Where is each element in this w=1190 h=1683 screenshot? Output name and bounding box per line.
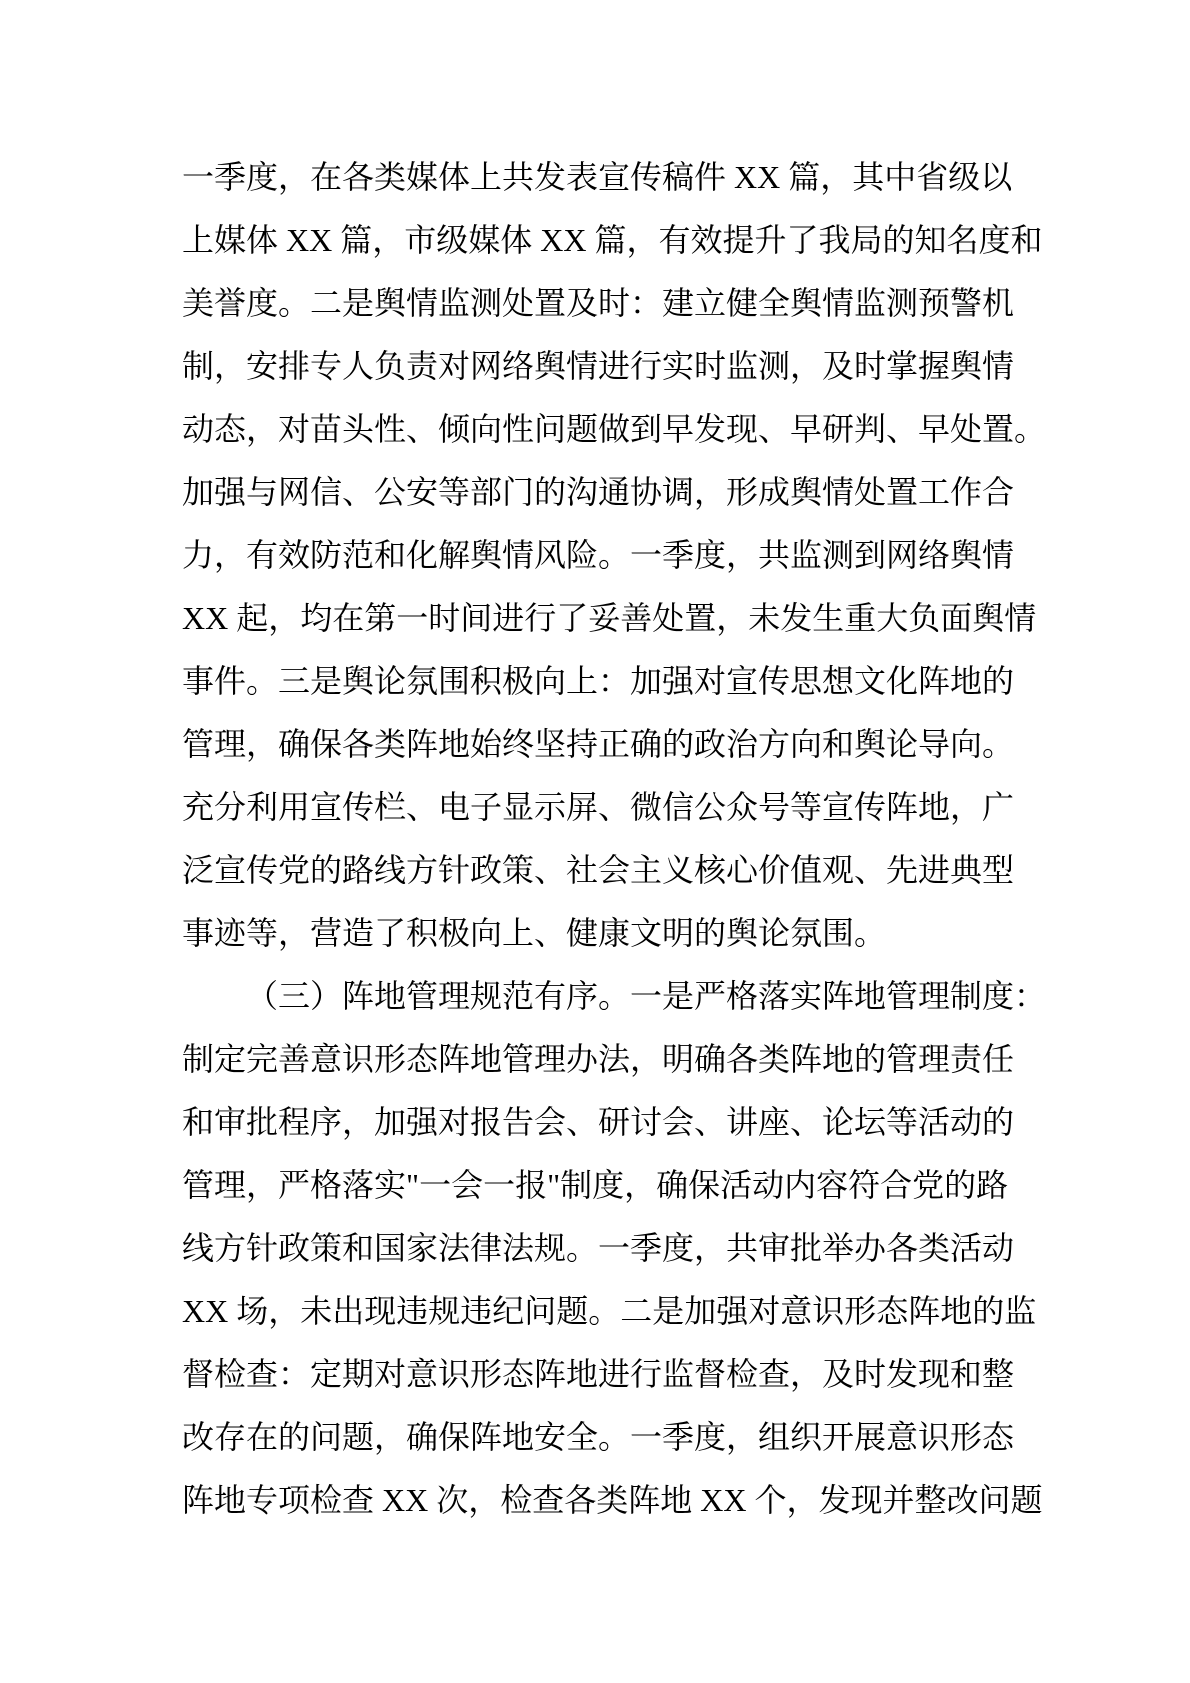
text-line: 事迹等，营造了积极向上、健康文明的舆论氛围。 — [182, 915, 887, 951]
text-line: 制定完善意识形态阵地管理办法，明确各类阵地的管理责任 — [182, 1041, 1015, 1077]
text-line: 管理，确保各类阵地始终坚持正确的政治方向和舆论导向。 — [182, 726, 1015, 762]
text-line: 改存在的问题，确保阵地安全。一季度，组织开展意识形态 — [182, 1419, 1015, 1455]
text-line: 泛宣传党的路线方针政策、社会主义核心价值观、先进典型 — [182, 852, 1015, 888]
document-body — [182, 146, 1047, 1532]
text-line: 充分利用宣传栏、电子显示屏、微信公众号等宣传阵地，广 — [182, 789, 1015, 825]
text-line: 动态，对苗头性、倾向性问题做到早发现、早研判、早处置。 — [182, 411, 1047, 447]
text-line: 一季度，在各类媒体上共发表宣传稿件 XX 篇，其中省级以 — [182, 159, 1013, 195]
text-line: 督检查：定期对意识形态阵地进行监督检查，及时发现和整 — [182, 1356, 1015, 1392]
text-line: 上媒体 XX 篇，市级媒体 XX 篇，有效提升了我局的知名度和 — [182, 222, 1043, 258]
text-line: 事件。三是舆论氛围积极向上：加强对宣传思想文化阵地的 — [182, 663, 1015, 699]
text-line: 管理，严格落实"一会一报"制度，确保活动内容符合党的路 — [182, 1167, 1009, 1203]
text-line: （三）阵地管理规范有序。一是严格落实阵地管理制度： — [246, 978, 1047, 1014]
text-line: 力，有效防范和化解舆情风险。一季度，共监测到网络舆情 — [182, 537, 1015, 573]
text-line: 线方针政策和国家法律法规。一季度，共审批举办各类活动 — [182, 1230, 1015, 1266]
text-line: 美誉度。二是舆情监测处置及时：建立健全舆情监测预警机 — [182, 285, 1015, 321]
paragraph-section-3 — [182, 965, 1047, 1532]
text-line: 加强与网信、公安等部门的沟通协调，形成舆情处置工作合 — [182, 474, 1015, 510]
paragraph-continuation — [182, 146, 1047, 965]
text-line: 阵地专项检查 XX 次，检查各类阵地 XX 个，发现并整改问题 — [182, 1482, 1043, 1518]
text-line: XX 场，未出现违规违纪问题。二是加强对意识形态阵地的监 — [182, 1293, 1037, 1329]
text-line: XX 起，均在第一时间进行了妥善处置，未发生重大负面舆情 — [182, 600, 1037, 636]
text-line: 和审批程序，加强对报告会、研讨会、讲座、论坛等活动的 — [182, 1104, 1015, 1140]
text-line: 制，安排专人负责对网络舆情进行实时监测，及时掌握舆情 — [182, 348, 1015, 384]
